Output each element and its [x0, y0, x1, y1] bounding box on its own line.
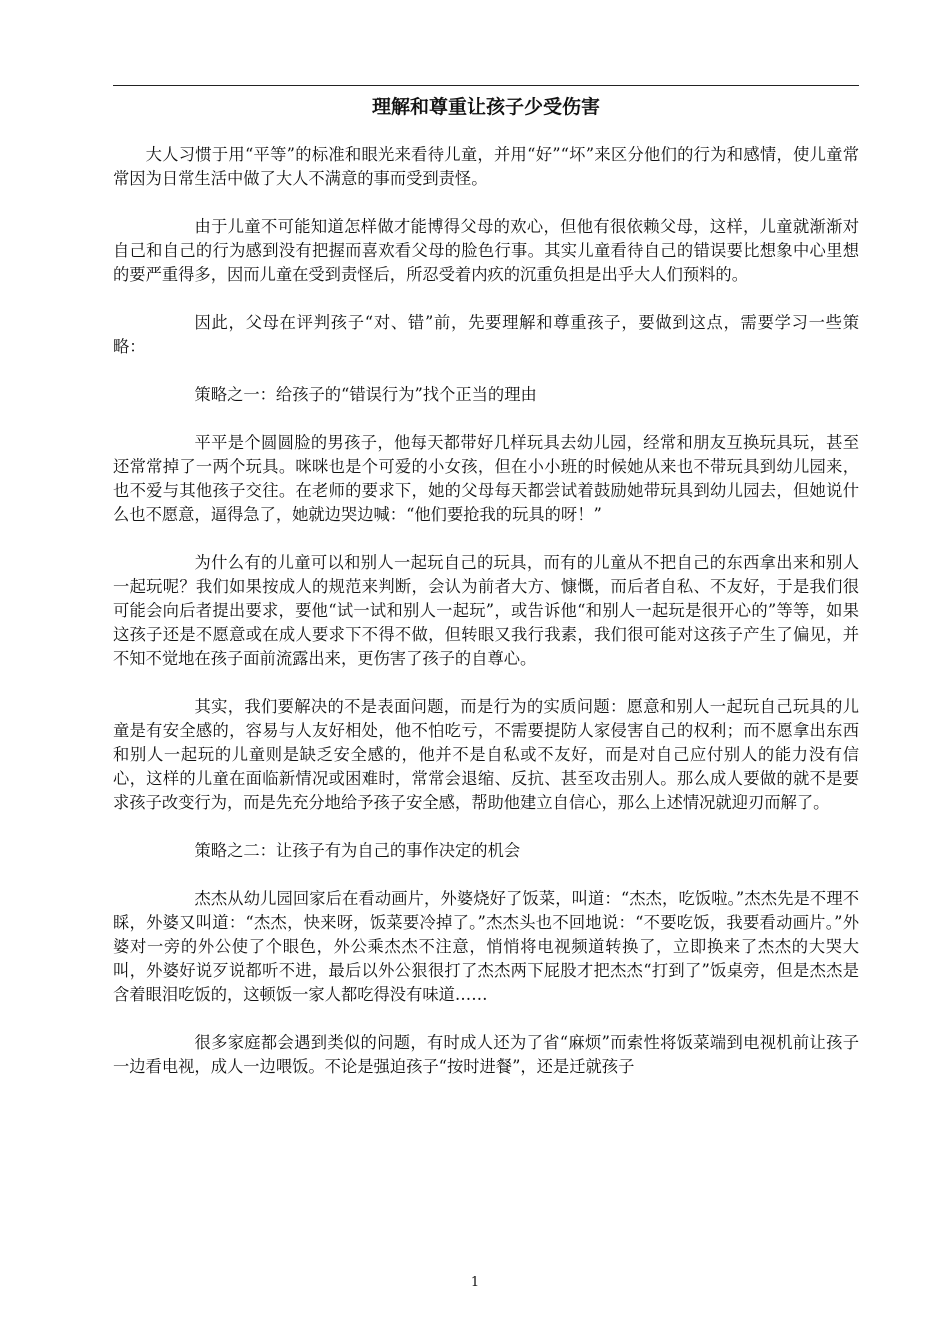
paragraph-jiejie: 杰杰从幼儿园回家后在看动画片，外婆烧好了饭菜，叫道：“杰杰，吃饭啦。”杰杰先是不理不睬，外婆又叫道：“杰杰，快来呀，饭菜要冷掉了。”杰杰头也不回地说：“不要吃饭，我要看动画片。”外婆对一旁的外公使了个眼色，外公乘杰杰不注意，悄悄将电视频道转换了，立即换来了杰杰的大哭大叫，外婆好说歹说都听不进，最后以外公狠很打了杰杰两下屁股才把杰杰“打到了”饭桌旁，但是杰杰是含着眼泪吃饭的，这顿饭一家人都吃得没有味道…… — [113, 889, 859, 1004]
document-body — [113, 143, 859, 1079]
paragraph-real-problem: 其实，我们要解决的不是表面问题，而是行为的实质问题：愿意和别人一起玩自己玩具的儿童是有安全感的，容易与人友好相处，他不怕吃亏，不需要提防人家侵害自己的权利；而不愿拿出东西和别人一起玩的儿童则是缺乏安全感的，他并不是自私或不友好，而是对自己应付别人的能力没有信心，这样的儿童在面临新情况或困难时，常常会退缩、反抗、甚至攻击别人。那么成人要做的就不是要求孩子改变行为，而是先充分地给予孩子安全感，帮助他建立自信心，那么上述情况就迎刃而解了。 — [113, 697, 859, 812]
document-title: 理解和尊重让孩子少受伤害 — [371, 96, 600, 118]
paragraph-strategies-intro: 因此，父母在评判孩子“对、错”前，先要理解和尊重孩子，要做到这点，需要学习一些策略： — [113, 313, 859, 356]
page-number: 1 — [470, 1275, 480, 1290]
paragraph-reason: 由于儿童不可能知道怎样做才能博得父母的欢心，但他有很依赖父母，这样，儿童就渐渐对自己和自己的行为感到没有把握而喜欢看父母的脸色行事。其实儿童看待自己的错误要比想象中心里想的要严重得多，因而儿童在受到责怪后，所忍受着内疚的沉重负担是出乎大人们预料的。 — [113, 217, 859, 284]
header-rule — [113, 85, 859, 86]
paragraph-many-families: 很多家庭都会遇到类似的问题，有时成人还为了省“麻烦”而索性将饭菜端到电视机前让孩子一边看电视，成人一边喂饭。不论是强迫孩子“按时进餐”，还是迁就孩子 — [113, 1033, 859, 1076]
paragraph-why-share: 为什么有的儿童可以和别人一起玩自己的玩具，而有的儿童从不把自己的东西拿出来和别人一起玩呢？我们如果按成人的规范来判断，会认为前者大方、慷慨，而后者自私、不友好，于是我们很可能会向后者提出要求，要他“试一试和别人一起玩”，或告诉他“和别人一起玩是很开心的”等等，如果这孩子还是不愿意或在成人要求下不得不做，但转眼又我行我素，我们很可能对这孩子产生了偏见，并不知不觉地在孩子面前流露出来，更伤害了孩子的自尊心。 — [113, 553, 859, 668]
paragraph-pingping-mimi: 平平是个圆圆脸的男孩子，他每天都带好几样玩具去幼儿园，经常和朋友互换玩具玩，甚至还常常掉了一两个玩具。咪咪也是个可爱的小女孩，但在小小班的时候她从来也不带玩具到幼儿园来，也不爱与其他孩子交往。在老师的要求下，她的父母每天都尝试着鼓励她带玩具到幼儿园去，但她说什么也不愿意，逼得急了，她就边哭边喊：“他们要抢我的玩具的呀！” — [113, 433, 859, 524]
paragraph-intro: 大人习惯于用“平等”的标准和眼光来看待儿童，并用“好”“坏”来区分他们的行为和感情，使儿童常常因为日常生活中做了大人不满意的事而受到责怪。 — [113, 145, 859, 188]
strategy-one-heading: 策略之一：给孩子的“错误行为”找个正当的理由 — [194, 385, 537, 404]
strategy-two-heading: 策略之二：让孩子有为自己的事作决定的机会 — [194, 841, 521, 860]
